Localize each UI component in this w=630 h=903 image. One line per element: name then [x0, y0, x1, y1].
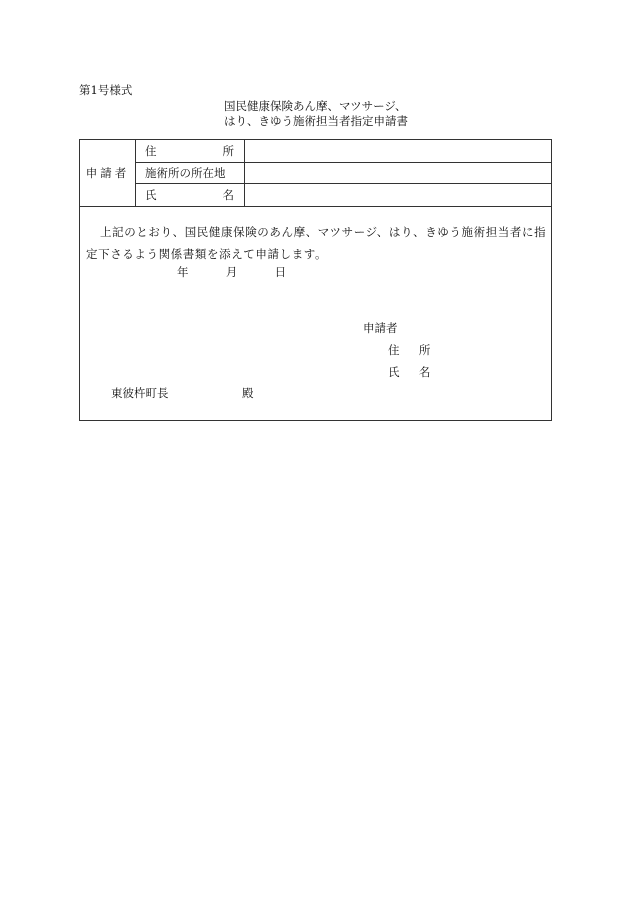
applicant-address-field[interactable]: [246, 140, 551, 162]
signer-name-label: [388, 364, 430, 380]
date-year-label: 年: [177, 265, 189, 279]
signer-address-char-2: 所: [418, 343, 431, 357]
form-title-line-1: 国民健康保険あん摩、マツサージ、: [224, 99, 407, 113]
address-label-char-2: 所: [222, 144, 234, 158]
address-label-char-1: 住: [145, 144, 157, 158]
applicant-address-row: [136, 140, 551, 163]
honorific: 殿: [242, 386, 254, 400]
date-day-label: 日: [274, 265, 287, 279]
name-label-char-1: 氏: [145, 188, 157, 202]
form-number: 第1号様式: [79, 83, 133, 97]
applicant-address-label: [136, 140, 245, 162]
form-title: [224, 99, 408, 129]
applicant-name-label: [136, 184, 245, 206]
applicant-label: 申請者: [80, 140, 136, 206]
name-label-char-2: 名: [222, 188, 234, 202]
application-form-table: [79, 139, 552, 421]
form-title-line-2: はり、きゆう施術担当者指定申請書: [224, 114, 408, 128]
signer-name-char-2: 名: [418, 365, 431, 379]
clinic-location-row: [136, 162, 551, 184]
date-month-label: 月: [225, 265, 238, 279]
signer-label: 申請者: [363, 321, 398, 335]
clinic-location-field[interactable]: [246, 162, 551, 183]
signer-name-char-1: 氏: [388, 365, 400, 379]
date-line: [177, 264, 286, 280]
applicant-name-field[interactable]: [246, 184, 551, 206]
signer-address-label: [388, 342, 430, 358]
applicant-name-row: [136, 184, 551, 206]
addressee: 東彼杵町長: [111, 386, 169, 400]
applicant-section: [80, 140, 551, 207]
signer-address-char-1: 住: [388, 343, 400, 357]
clinic-location-label: 施術所の所在地: [136, 162, 245, 183]
application-statement: 上記のとおり、国民健康保険のあん摩、マツサージ、はり、きゆう施術担当者に指定下さるよう関係書類を添えて申請します。: [86, 225, 547, 261]
